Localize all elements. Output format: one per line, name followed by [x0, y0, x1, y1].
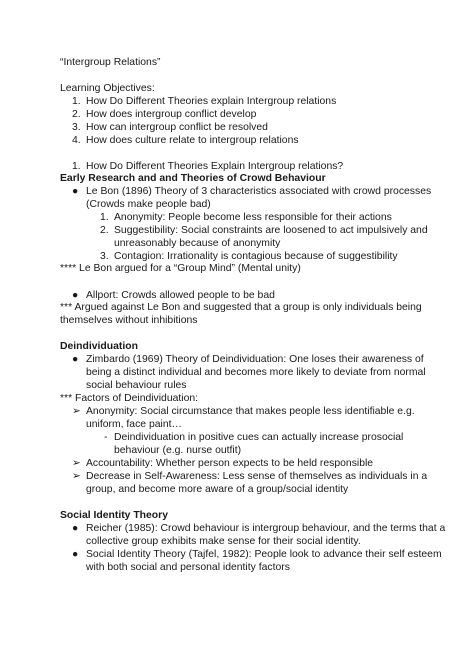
bullet-icon: ● [72, 186, 79, 197]
list-number: 1. [72, 161, 81, 172]
objective-item: How Do Different Theories explain Intergroup relations [86, 96, 337, 107]
note-group-mind: **** Le Bon argued for a “Group Mind” (Mental unity) [60, 263, 301, 274]
note-argued-against: *** Argued against Le Bon and suggested that a group is only individuals being [60, 302, 422, 313]
list-number: 1. [72, 96, 81, 107]
factors-heading: *** Factors of Deindividuation: [60, 393, 199, 404]
factor-anonymity-cont: uniform, face paint… [86, 419, 182, 430]
objective-item: How can intergroup conflict be resolved [86, 122, 268, 133]
list-number: 3. [72, 122, 81, 133]
zimbardo-theory-cont: being a distinct individual and becomes more likely to deviate from normal [86, 367, 426, 378]
objectives-heading: Learning Objectives: [60, 83, 155, 94]
bullet-icon: ● [72, 354, 79, 365]
section-question: How Do Different Theories Explain Intergroup relations? [86, 161, 344, 172]
characteristic-contagion: Contagion: Irrationality is contagious because of suggestibility [114, 251, 398, 262]
note-argued-against-cont: themselves without inhibitions [60, 315, 198, 326]
list-number: 1. [100, 212, 109, 223]
list-number: 2. [100, 225, 109, 236]
bullet-icon: ● [72, 290, 79, 301]
characteristic-anonymity: Anonymity: People become less responsible for their actions [114, 212, 392, 223]
objective-item: How does intergroup conflict develop [86, 109, 257, 120]
list-number: 3. [100, 251, 109, 262]
arrow-bullet-icon: ➢ [72, 406, 81, 417]
lebon-theory: Le Bon (1896) Theory of 3 characteristics associated with crowd processes [86, 186, 432, 197]
lebon-theory-cont: (Crowds make people bad) [86, 199, 211, 210]
section-heading-early-research: Early Research and and Theories of Crowd Behaviour [60, 173, 326, 184]
factor-self-awareness-cont: group, and become more aware of a group/social identity [86, 484, 349, 495]
tajfel-item-cont: with both social and personal identity factors [86, 562, 290, 573]
objective-item: How does culture relate to intergroup relations [86, 135, 299, 146]
factor-anonymity: Anonymity: Social circumstance that makes people less identifiable e.g. [86, 406, 415, 417]
section-heading-deindividuation: Deindividuation [60, 341, 138, 352]
section-heading-social-identity: Social Identity Theory [60, 510, 168, 521]
arrow-bullet-icon: ➢ [72, 458, 81, 469]
tajfel-item: Social Identity Theory (Tajfel, 1982): People look to advance their self esteem [86, 549, 442, 560]
factor-accountability: Accountability: Whether person expects to be held responsible [86, 458, 374, 469]
factor-self-awareness: Decrease in Self-Awareness: Less sense of themselves as individuals in a [86, 471, 428, 482]
bullet-icon: ● [72, 549, 79, 560]
dash-bullet-icon: - [104, 432, 108, 443]
arrow-bullet-icon: ➢ [72, 471, 81, 482]
list-number: 2. [72, 109, 81, 120]
list-number: 4. [72, 135, 81, 146]
zimbardo-theory: Zimbardo (1969) Theory of Deindividuation: One loses their awareness of [86, 354, 424, 365]
bullet-icon: ● [72, 523, 79, 534]
characteristic-suggestibility: Suggestibility: Social constraints are loosened to act impulsively and [114, 225, 428, 236]
prosocial-note: Deindividuation in positive cues can actually increase prosocial [114, 432, 404, 443]
zimbardo-theory-cont: social behaviour rules [86, 380, 187, 391]
prosocial-note-cont: behaviour (e.g. nurse outfit) [114, 445, 242, 456]
reicher-item-cont: collective group exhibits make sense for their social identity. [86, 536, 361, 547]
reicher-item: Reicher (1985): Crowd behaviour is intergroup behaviour, and the terms that a [86, 523, 446, 534]
allport-item: Allport: Crowds allowed people to be bad [86, 290, 275, 301]
characteristic-suggestibility-cont: unreasonably because of anonymity [114, 238, 281, 249]
document-title: “Intergroup Relations” [60, 57, 161, 68]
